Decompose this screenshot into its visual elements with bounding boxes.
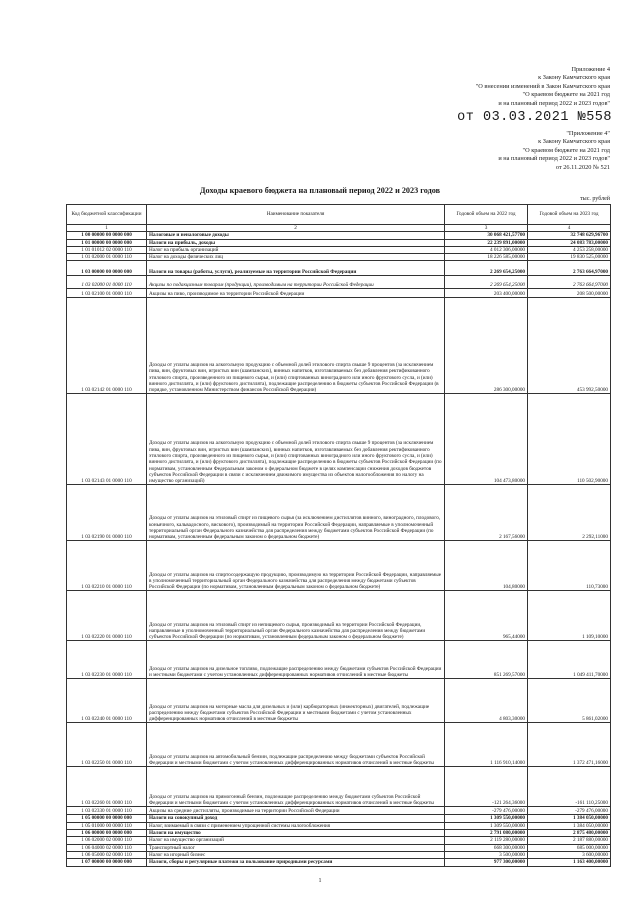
row-value-2023: 685 000,00000 [528,844,611,851]
row-code: 1 03 00000 00 0000 000 [67,261,147,276]
row-name: Доходы от уплаты акцизов на прямогонный бензин, подлежащие распределению между бюджетами субъектов Российской Федерации и местными бюджетами с учетом установленных дифференцированных нормативов отчислений в местные бюджеты [147,767,445,807]
row-name: Акцизы на пиво, производимое на территории Российской Федерации [147,289,445,298]
row-code: 1 03 02260 01 0000 110 [67,767,147,807]
row-code: 1 05 00000 00 0000 000 [67,815,147,822]
row-value-2023: 19 830 525,00000 [528,254,611,261]
row-value-2023: 1 109,10000 [528,591,611,641]
row-code: 1 03 02000 01 0000 110 [67,276,147,289]
row-name: Доходы от уплаты акцизов на спиртосодержащую продукцию, производимую на территории Российской Федерации, направляемые в уполномоченный территориальный орган Федерального казначейства для распределения между бюджетами субъектов Российской Федерации (по нормативам, установленным федеральным законом о федеральном бюджете) [147,541,445,591]
row-value-2022: 22 239 891,00000 [445,239,528,246]
row-code: 1 06 05000 02 0000 110 [67,851,147,858]
row-value-2023: 24 083 783,00000 [528,239,611,246]
row-code: 1 06 02000 02 0000 110 [67,837,147,844]
table-row [67,830,611,837]
row-name: Налоги, сборы и регулярные платежи за пользование природными ресурсами [147,859,445,866]
row-value-2022: 2 119 280,00000 [445,837,528,844]
row-value-2022: -279 476,00000 [445,807,528,815]
row-name: Налоговые и неналоговые доходы [147,232,445,239]
row-name: Доходы от уплаты акцизов на этиловый спирт из пищевого сырья (за исключением дистиллятов винного, виноградного, плодового, коньячного, кальвадосного, вискового), производимый на территории Российской Федерации, направляемые в уполномоченный территориальный орган Федерального казначейства для распределения между бюджетами субъектов Российской Федерации (по нормативам, установленным федеральным законом о федеральном бюджете) [147,485,445,541]
row-value-2023: 1 049 411,70000 [528,641,611,679]
appendix-header [476,66,610,108]
row-value-2022: 2 269 654,25000 [445,261,528,276]
row-value-2023: 110,73000 [528,541,611,591]
header-line: "О краевом бюджете на 2021 год [522,146,610,154]
row-value-2022: 1 309 550,00000 [445,822,528,829]
header-line: и на плановый период 2022 и 2023 годов" [498,99,610,107]
header-line: от 26.11.2020 № 521 [555,163,610,171]
row-name: Транспортный налог [147,844,445,851]
table-row [67,815,611,822]
units-label: тыс. рублей [580,196,610,202]
header-line: к Закону Камчатского края [538,74,610,82]
table-row [67,851,611,858]
table-row [67,859,611,866]
row-name: Налог на прибыль организаций [147,246,445,253]
row-value-2022: -121 264,36000 [445,767,528,807]
row-value-2022: 2 791 080,00000 [445,830,528,837]
row-value-2023: 32 748 629,96700 [528,232,611,239]
row-value-2022: 286 300,00000 [445,298,528,394]
row-code: 1 05 01000 00 0000 110 [67,822,147,829]
row-code: 1 03 02190 01 0000 110 [67,485,147,541]
row-code: 1 01 00000 00 0000 000 [67,239,147,246]
row-value-2022: 104,80000 [445,541,528,591]
row-value-2022: 2 269 654,25000 [445,276,528,289]
row-value-2022: 668 300,00000 [445,844,528,851]
row-value-2022: 851 269,57000 [445,641,528,679]
row-code: 1 03 02250 01 0000 110 [67,723,147,767]
row-name: Доходы от уплаты акцизов на алкогольную продукцию с объемной долей этилового спирта свыше 9 процентов (за исключением пива, вин, фруктовых вин, игристых вин (шампанских), винных напитков, изготавливаемых без добавления ректификованного этилового спирта, произведенного из пищевого сырья, и (или) спиртованных виноградного или иного фруктового сусла, и (или) винного дистиллята, и (или) фруктового дистиллята), подлежащие распределению в бюджеты субъектов Российской Федерации (в порядке, установленном Министерством финансов Российской Федерации) [147,298,445,394]
original-appendix-header [498,130,610,172]
row-value-2023: 1 372 471,16000 [528,723,611,767]
row-name: Налог на игорный бизнес [147,851,445,858]
row-name: Налог, взимаемый в связи с применением упрощенной системы налогообложения [147,822,445,829]
row-code: 1 03 02330 01 0000 110 [67,807,147,815]
row-value-2023: 2 292,11000 [528,485,611,541]
document-title: Доходы краевого бюджета на плановый период 2022 и 2023 годов [199,186,441,195]
row-code: 1 00 00000 00 0000 000 [67,232,147,239]
header-name: Наименование показателя [147,205,445,225]
row-value-2022: 30 068 421,57700 [445,232,528,239]
header-line: "О внесении изменений в Закон Камчатского края [475,82,610,90]
header-code: Код бюджетной классификации [67,205,147,225]
row-value-2023: 4 253 258,00000 [528,246,611,253]
header-line: "Приложение 4" [566,130,610,137]
row-value-2023: 208 500,00000 [528,289,611,298]
row-value-2023: -279 476,00000 [528,807,611,815]
table-body [67,232,611,866]
row-value-2022: 977 300,00000 [445,859,528,866]
row-code: 1 03 02220 01 0000 110 [67,591,147,641]
row-name: Доходы от уплаты акцизов на этиловый спирт из непищевого сырья, производимый на территории Российской Федерации, направляемые в уполномоченный территориальный орган Федерального казначейства для распределения между бюджетами субъектов Российской Федерации (по нормативам, установленным федеральным законом о федеральном бюджете) [147,591,445,641]
col-number: 2 [147,225,445,232]
table-row [67,254,611,261]
row-code: 1 01 01012 02 0000 110 [67,246,147,253]
row-code: 1 03 02143 01 0000 110 [67,394,147,485]
row-value-2022: 104 473,80000 [445,394,528,485]
row-code: 1 01 02000 01 0000 110 [67,254,147,261]
row-value-2023: 2 763 664,97000 [528,276,611,289]
header-line: Приложение 4 [571,66,610,73]
row-value-2023: -161 110,25000 [528,767,611,807]
table-row [67,822,611,829]
row-value-2023: 110 502,90000 [528,394,611,485]
row-value-2022: 1 309 550,00000 [445,815,528,822]
table-row [67,837,611,844]
row-name: Налоги на имущество [147,830,445,837]
date-number-stamp: от 03.03.2021 №558 [457,110,612,125]
table-row [67,394,611,485]
row-code: 1 07 00000 00 0000 000 [67,859,147,866]
table-row [67,246,611,253]
row-name: Налог на доходы физических лиц [147,254,445,261]
revenue-table [66,204,611,867]
row-name: Доходы от уплаты акцизов на алкогольную продукцию с объемной долей этилового спирта свыше 9 процентов (за исключением пива, вин, фруктовых вин, игристых вин (шампанских), винных напитков, изготавливаемых без добавления ректификованного этилового спирта, произведенного из пищевого сырья, и (или) спиртованных виноградного или иного фруктового сусла, и (или) винного дистиллята, и (или) фруктового дистиллята), подлежащие распределению в бюджеты субъектов Российской Федерации (по нормативам, установленным Федеральным законом о федеральном бюджете в целях компенсации снижения доходов бюджетов субъектов Российской Федерации в связи с исключением движимого имущества из объектов налогообложения по налогу на имущество организаций) [147,394,445,485]
header-line: к Закону Камчатского края [538,138,610,146]
table-row [67,767,611,807]
page-number: 1 [318,878,322,884]
row-value-2022: 3 500,00000 [445,851,528,858]
row-value-2022: 2 167,56000 [445,485,528,541]
row-code: 1 06 04000 02 0000 110 [67,844,147,851]
header-line: и на плановый период 2022 и 2023 годов" [498,155,610,163]
row-value-2023: 2 187 880,00000 [528,837,611,844]
row-value-2023: 5 861,02000 [528,679,611,723]
row-code: 1 03 02100 01 0000 110 [67,289,147,298]
row-code: 1 03 02230 01 0000 110 [67,641,147,679]
table-row [67,807,611,815]
row-name: Доходы от уплаты акцизов на автомобильный бензин, подлежащие распределению между бюджетами субъектов Российской Федерации и местными бюджетами с учетом установленных дифференцированных нормативов отчислений в местные бюджеты [147,723,445,767]
col-number: 1 [67,225,147,232]
row-value-2023: 1 384 050,00000 [528,815,611,822]
row-value-2022: 4 803,30000 [445,679,528,723]
table-row [67,485,611,541]
header-line: "О краевом бюджете на 2021 год [522,91,610,99]
row-code: 1 03 02240 01 0000 110 [67,679,147,723]
table-row [67,232,611,239]
row-name: Налоги на прибыль, доходы [147,239,445,246]
row-name: Доходы от уплаты акцизов на моторные масла для дизельных и (или) карбюраторных (инжекторных) двигателей, подлежащие распределению между бюджетами субъектов Российской Федерации и местными бюджетами с учетом установленных дифференцированных нормативов отчислений в местные бюджеты [147,679,445,723]
row-name: Налоги на товары (работы, услуги), реализуемые на территории Российской Федерации [147,261,445,276]
row-code: 1 03 02210 01 0000 110 [67,541,147,591]
table-row [67,289,611,298]
table-row [67,679,611,723]
row-name: Акцизы на средние дистилляты, производимые на территории Российской Федерации [147,807,445,815]
table-row [67,239,611,246]
row-value-2023: 1 163 400,00000 [528,859,611,866]
row-value-2022: 18 226 585,00000 [445,254,528,261]
table-row [67,541,611,591]
table-row [67,641,611,679]
row-value-2023: 2 763 664,97000 [528,261,611,276]
row-code: 1 06 00000 00 0000 000 [67,830,147,837]
row-value-2023: 453 992,50000 [528,298,611,394]
col-number: 4 [528,225,611,232]
table-row [67,591,611,641]
row-name: Доходы от уплаты акцизов на дизельное топливо, подлежащие распределению между бюджетами субъектов Российской Федерации и местными бюджетами с учетом установленных дифференцированных нормативов отчислений в местные бюджеты [147,641,445,679]
row-value-2022: 4 012 306,00000 [445,246,528,253]
table-row [67,844,611,851]
row-name: Налоги на совокупный доход [147,815,445,822]
row-value-2023: 1 384 050,00000 [528,822,611,829]
row-value-2023: 3 600,00000 [528,851,611,858]
row-value-2022: 1 116 910,14000 [445,723,528,767]
header-2023: Годовой объем на 2023 год [528,205,611,225]
col-number: 3 [445,225,528,232]
table-row [67,261,611,276]
header-2022: Годовой объем на 2022 год [445,205,528,225]
row-code: 1 03 02142 01 0000 110 [67,298,147,394]
row-name: Акцизы по подакцизным товарам (продукции), производимым на территории Российской Федерации [147,276,445,289]
table-row [67,298,611,394]
table-row [67,276,611,289]
row-value-2023: 2 875 480,00000 [528,830,611,837]
table-row [67,723,611,767]
row-value-2022: 965,44000 [445,591,528,641]
row-value-2022: 203 400,00000 [445,289,528,298]
row-name: Налог на имущество организаций [147,837,445,844]
